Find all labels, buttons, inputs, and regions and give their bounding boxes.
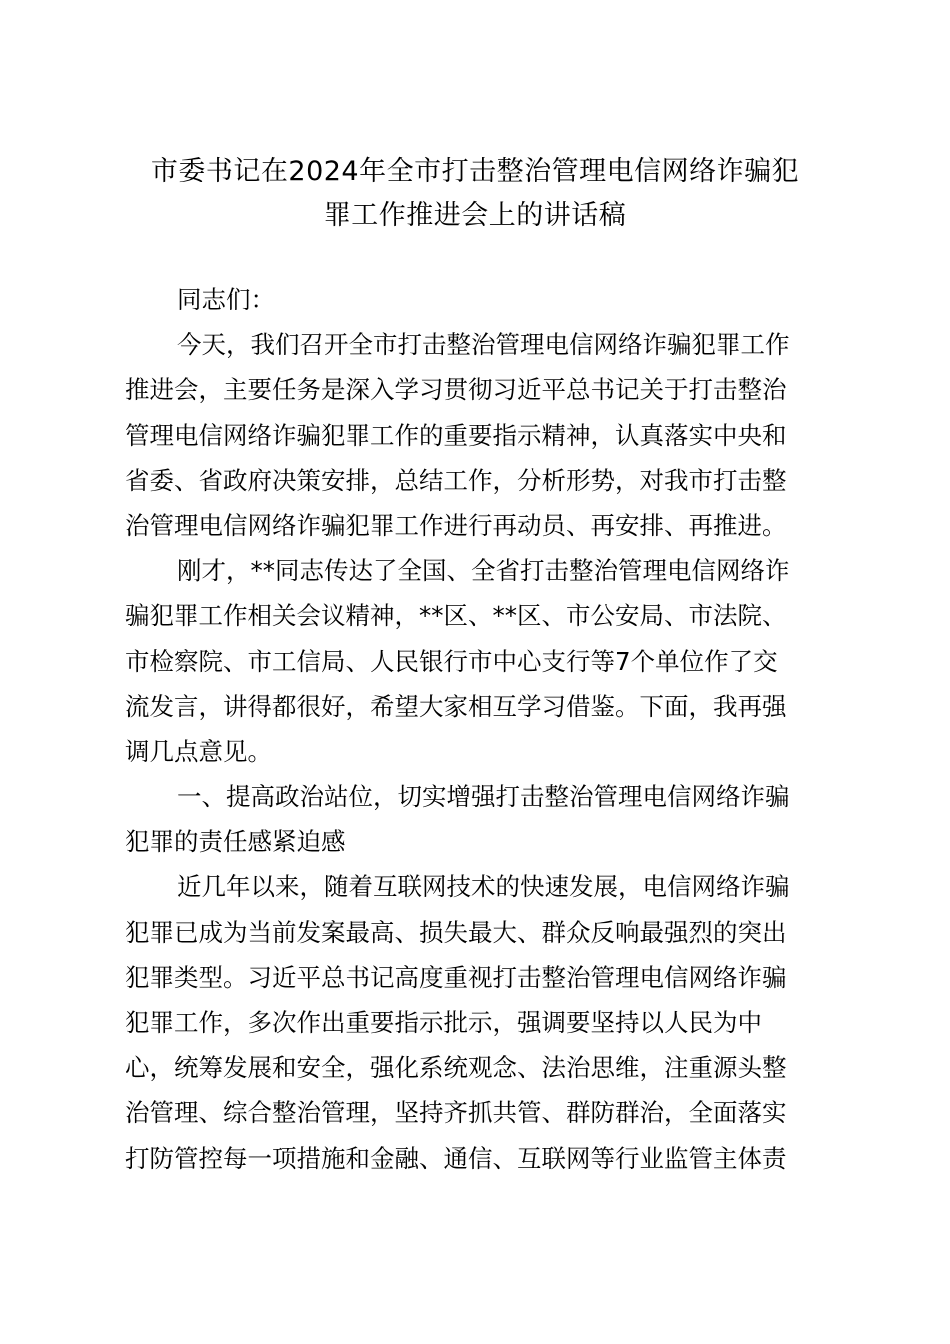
paragraph-line: 犯罪类型。习近平总书记高度重视打击整治管理电信网络诈骗 bbox=[125, 962, 787, 992]
document-body bbox=[125, 277, 825, 1181]
paragraph-line: 市检察院、市工信局、人民银行市中心支行等7个单位作了交 bbox=[125, 646, 778, 676]
paragraph-line: 今天，我们召开全市打击整治管理电信网络诈骗犯罪工作 bbox=[177, 330, 790, 360]
document-title bbox=[120, 150, 830, 238]
section-heading-line: 一、提高政治站位，切实增强打击整治管理电信网络诈骗 bbox=[177, 782, 790, 812]
paragraph-line: 治管理、综合整治管理，坚持齐抓共管、群防群治，全面落实 bbox=[125, 1098, 787, 1128]
paragraph-line: 治管理电信网络诈骗犯罪工作进行再动员、再安排、再推进。 bbox=[125, 510, 787, 540]
paragraph-line: 管理电信网络诈骗犯罪工作的重要指示精神，认真落实中央和 bbox=[125, 420, 787, 450]
paragraph-line: 调几点意见。 bbox=[125, 736, 272, 766]
title-line-2: 罪工作推进会上的讲话稿 bbox=[323, 200, 627, 231]
paragraph-line: 推进会，主要任务是深入学习贯彻习近平总书记关于打击整治 bbox=[125, 375, 787, 405]
paragraph-line: 心，统筹发展和安全，强化系统观念、法治思维，注重源头整 bbox=[125, 1053, 787, 1083]
paragraph-line: 犯罪工作，多次作出重要指示批示，强调要坚持以人民为中 bbox=[125, 1008, 762, 1037]
salutation: 同志们： bbox=[177, 285, 275, 314]
paragraph-line: 骗犯罪工作相关会议精神，**区、**区、市公安局、市法院、 bbox=[125, 601, 787, 631]
paragraph-line: 流发言，讲得都很好，希望大家相互学习借鉴。下面，我再强 bbox=[125, 691, 787, 721]
section-heading-line: 犯罪的责任感紧迫感 bbox=[125, 827, 346, 857]
paragraph-line: 刚才，**同志传达了全国、全省打击整治管理电信网络诈 bbox=[177, 556, 790, 586]
paragraph-line: 犯罪已成为当前发案最高、损失最大、群众反响最强烈的突出 bbox=[125, 917, 787, 947]
paragraph-line: 省委、省政府决策安排，总结工作，分析形势，对我市打击整 bbox=[125, 465, 787, 495]
title-line-1: 市委书记在2024年全市打击整治管理电信网络诈骗犯 bbox=[150, 156, 800, 187]
paragraph-line: 近几年以来，随着互联网技术的快速发展，电信网络诈骗 bbox=[177, 872, 790, 902]
paragraph-line: 打防管控每一项措施和金融、通信、互联网等行业监管主体责 bbox=[125, 1143, 787, 1173]
